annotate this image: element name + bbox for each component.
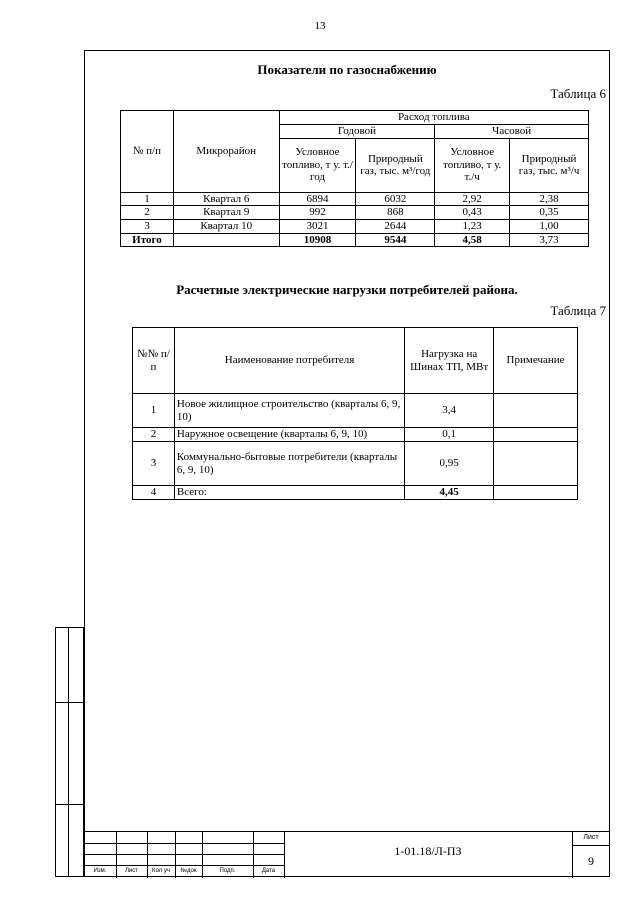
margin-divider bbox=[56, 804, 83, 805]
cell-total-annual-gas: 9544 bbox=[356, 233, 435, 247]
title-block bbox=[84, 831, 610, 878]
table7-title: Расчетные электрические нагрузки потребителей района. bbox=[176, 282, 518, 297]
cell-total-hourly-conv: 4,58 bbox=[435, 233, 510, 247]
th-hourly-conv: Условное топливо, т у. т./ч bbox=[435, 138, 510, 192]
cell-total-district bbox=[173, 233, 279, 247]
th-note: Примечание bbox=[494, 328, 578, 394]
th-fuel: Расход топлива bbox=[279, 111, 588, 125]
cell-name: Всего: bbox=[174, 486, 404, 500]
cell-num: 2 bbox=[121, 206, 174, 220]
cell-annual-gas: 868 bbox=[356, 206, 435, 220]
page-number: 13 bbox=[314, 20, 326, 32]
th-num: №№ п/п bbox=[133, 328, 175, 394]
cell-annual-gas: 2644 bbox=[356, 219, 435, 233]
stamp-col-label: Изм. bbox=[93, 868, 107, 874]
sheet-number: 9 bbox=[588, 854, 594, 868]
cell-name: Коммунально-бытовые потребители (кварталы 6, 9, 10) bbox=[174, 442, 404, 486]
sheet-label: Лист bbox=[583, 834, 599, 841]
gas-supply-table bbox=[120, 110, 589, 247]
stamp-divider bbox=[84, 854, 284, 855]
th-num: № п/п bbox=[121, 111, 174, 193]
cell-hourly-conv: 2,92 bbox=[435, 192, 510, 206]
cell-num: 2 bbox=[133, 428, 175, 442]
cell-annual-gas: 6032 bbox=[356, 192, 435, 206]
th-annual: Годовой bbox=[279, 124, 435, 138]
table-row bbox=[133, 442, 578, 486]
cell-annual-conv: 6894 bbox=[279, 192, 356, 206]
cell-name: Наружное освещение (кварталы 6, 9, 10) bbox=[174, 428, 404, 442]
cell-load: 4,45 bbox=[405, 486, 494, 500]
stamp-col-label: Кол уч bbox=[152, 868, 170, 874]
table-row bbox=[121, 206, 589, 220]
table7-caption: Таблица 7 bbox=[550, 303, 606, 318]
document-code: 1-01.18/Л-ПЗ bbox=[394, 844, 462, 858]
cell-note bbox=[494, 394, 578, 428]
table-row bbox=[121, 192, 589, 206]
table-row bbox=[133, 394, 578, 428]
stamp-col-label: №док bbox=[180, 868, 197, 874]
stamp-col-label: Подп. bbox=[219, 868, 236, 874]
margin-divider bbox=[56, 702, 83, 703]
table6-title: Показатели по газоснабжению bbox=[257, 62, 437, 77]
cell-load: 3,4 bbox=[405, 394, 494, 428]
th-hourly-gas: Природный газ, тыс. м³/ч bbox=[510, 138, 589, 192]
cell-hourly-gas: 1,00 bbox=[510, 219, 589, 233]
cell-note bbox=[494, 442, 578, 486]
cell-hourly-gas: 0,35 bbox=[510, 206, 589, 220]
cell-hourly-conv: 1,23 bbox=[435, 219, 510, 233]
cell-total-hourly-gas: 3,73 bbox=[510, 233, 589, 247]
table-row bbox=[133, 486, 578, 500]
margin-divider bbox=[68, 628, 69, 876]
stamp-col-label: Дата bbox=[261, 868, 276, 874]
th-district: Микрорайон bbox=[173, 111, 279, 193]
th-annual-gas: Природный газ, тыс. м³/год bbox=[356, 138, 435, 192]
th-annual-conv: Условное топливо, т у. т./год bbox=[279, 138, 356, 192]
cell-num: 1 bbox=[121, 192, 174, 206]
cell-hourly-conv: 0,43 bbox=[435, 206, 510, 220]
th-hourly: Часовой bbox=[435, 124, 589, 138]
cell-load: 0,95 bbox=[405, 442, 494, 486]
table-row bbox=[121, 219, 589, 233]
electrical-loads-table bbox=[132, 327, 578, 500]
cell-total-label: Итого bbox=[121, 233, 174, 247]
table-row bbox=[133, 428, 578, 442]
cell-num: 3 bbox=[133, 442, 175, 486]
stamp-divider bbox=[84, 843, 284, 844]
cell-note bbox=[494, 486, 578, 500]
cell-total-annual-conv: 10908 bbox=[279, 233, 356, 247]
table-total-row bbox=[121, 233, 589, 247]
stamp-col-label: Лист bbox=[124, 868, 139, 874]
table6-caption: Таблица 6 bbox=[550, 86, 606, 101]
cell-num: 1 bbox=[133, 394, 175, 428]
stamp-divider bbox=[84, 865, 284, 866]
cell-num: 3 bbox=[121, 219, 174, 233]
th-name: Наименование потребителя bbox=[174, 328, 404, 394]
cell-district: Квартал 9 bbox=[173, 206, 279, 220]
cell-hourly-gas: 2,38 bbox=[510, 192, 589, 206]
cell-note bbox=[494, 428, 578, 442]
cell-name: Новое жилищное строительство (кварталы 6, 9, 10) bbox=[174, 394, 404, 428]
binding-margin-block bbox=[55, 627, 84, 877]
cell-district: Квартал 10 bbox=[173, 219, 279, 233]
stamp-divider bbox=[572, 845, 610, 846]
cell-annual-conv: 992 bbox=[279, 206, 356, 220]
cell-district: Квартал 6 bbox=[173, 192, 279, 206]
th-load: Нагрузка на Шинах ТП, МВт bbox=[405, 328, 494, 394]
cell-annual-conv: 3021 bbox=[279, 219, 356, 233]
cell-load: 0,1 bbox=[405, 428, 494, 442]
cell-num: 4 bbox=[133, 486, 175, 500]
